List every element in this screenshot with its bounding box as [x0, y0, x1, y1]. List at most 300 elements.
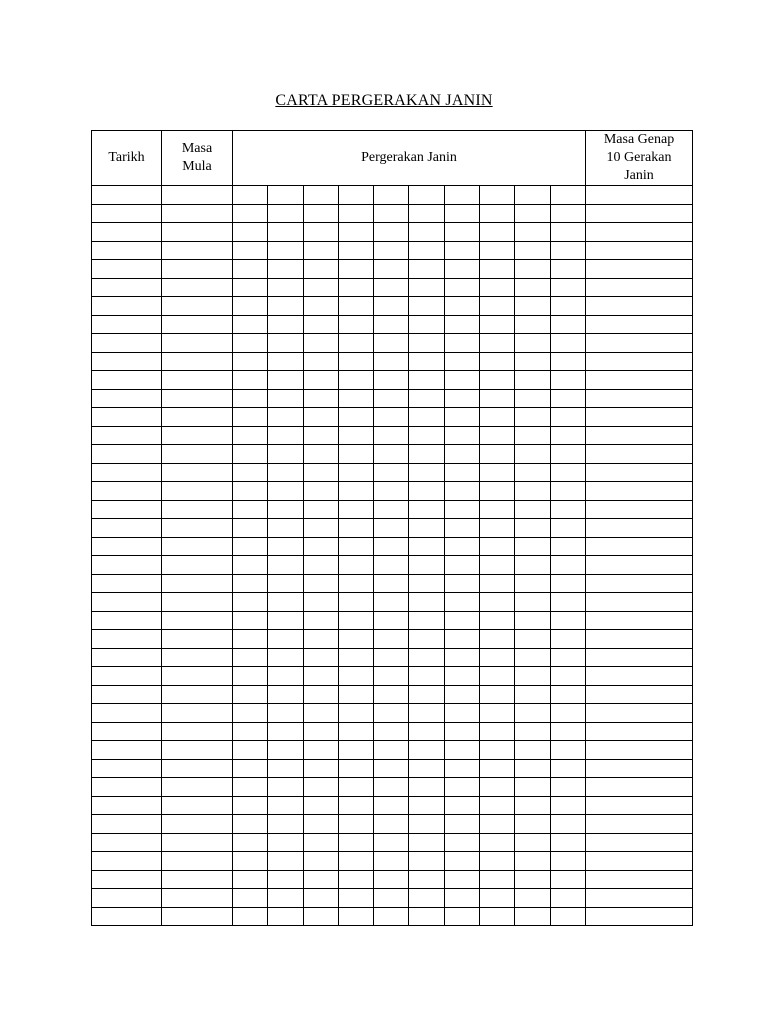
movement-cell[interactable]	[444, 241, 479, 260]
movement-cell[interactable]	[409, 352, 444, 371]
tarikh-cell[interactable]	[92, 334, 162, 353]
movement-cell[interactable]	[480, 870, 515, 889]
movement-cell[interactable]	[303, 297, 338, 316]
movement-cell[interactable]	[303, 593, 338, 612]
movement-cell[interactable]	[550, 648, 585, 667]
movement-cell[interactable]	[374, 426, 409, 445]
movement-cell[interactable]	[268, 685, 303, 704]
movement-cell[interactable]	[444, 519, 479, 538]
movement-cell[interactable]	[444, 778, 479, 797]
masa-genap-cell[interactable]	[586, 815, 693, 834]
movement-cell[interactable]	[515, 371, 550, 390]
masa-mula-cell[interactable]	[162, 426, 233, 445]
masa-mula-cell[interactable]	[162, 315, 233, 334]
movement-cell[interactable]	[233, 519, 268, 538]
movement-cell[interactable]	[268, 889, 303, 908]
movement-cell[interactable]	[550, 833, 585, 852]
movement-cell[interactable]	[444, 445, 479, 464]
movement-cell[interactable]	[374, 722, 409, 741]
masa-mula-cell[interactable]	[162, 352, 233, 371]
movement-cell[interactable]	[374, 556, 409, 575]
movement-cell[interactable]	[444, 593, 479, 612]
masa-genap-cell[interactable]	[586, 667, 693, 686]
masa-genap-cell[interactable]	[586, 870, 693, 889]
movement-cell[interactable]	[374, 630, 409, 649]
tarikh-cell[interactable]	[92, 759, 162, 778]
movement-cell[interactable]	[515, 778, 550, 797]
tarikh-cell[interactable]	[92, 241, 162, 260]
movement-cell[interactable]	[515, 556, 550, 575]
movement-cell[interactable]	[268, 611, 303, 630]
movement-cell[interactable]	[233, 593, 268, 612]
movement-cell[interactable]	[268, 741, 303, 760]
movement-cell[interactable]	[515, 186, 550, 205]
tarikh-cell[interactable]	[92, 685, 162, 704]
movement-cell[interactable]	[233, 778, 268, 797]
masa-genap-cell[interactable]	[586, 445, 693, 464]
movement-cell[interactable]	[338, 722, 373, 741]
movement-cell[interactable]	[409, 223, 444, 242]
movement-cell[interactable]	[268, 704, 303, 723]
movement-cell[interactable]	[338, 815, 373, 834]
masa-genap-cell[interactable]	[586, 278, 693, 297]
movement-cell[interactable]	[233, 611, 268, 630]
movement-cell[interactable]	[303, 426, 338, 445]
movement-cell[interactable]	[480, 352, 515, 371]
movement-cell[interactable]	[268, 593, 303, 612]
movement-cell[interactable]	[233, 352, 268, 371]
movement-cell[interactable]	[550, 611, 585, 630]
movement-cell[interactable]	[409, 704, 444, 723]
movement-cell[interactable]	[550, 297, 585, 316]
movement-cell[interactable]	[409, 482, 444, 501]
movement-cell[interactable]	[480, 445, 515, 464]
movement-cell[interactable]	[374, 667, 409, 686]
movement-cell[interactable]	[303, 833, 338, 852]
movement-cell[interactable]	[233, 223, 268, 242]
movement-cell[interactable]	[480, 371, 515, 390]
tarikh-cell[interactable]	[92, 186, 162, 205]
movement-cell[interactable]	[338, 315, 373, 334]
movement-cell[interactable]	[409, 426, 444, 445]
masa-mula-cell[interactable]	[162, 870, 233, 889]
movement-cell[interactable]	[550, 741, 585, 760]
movement-cell[interactable]	[480, 315, 515, 334]
movement-cell[interactable]	[444, 611, 479, 630]
masa-genap-cell[interactable]	[586, 722, 693, 741]
movement-cell[interactable]	[409, 278, 444, 297]
movement-cell[interactable]	[338, 704, 373, 723]
movement-cell[interactable]	[338, 426, 373, 445]
movement-cell[interactable]	[550, 223, 585, 242]
masa-genap-cell[interactable]	[586, 907, 693, 926]
movement-cell[interactable]	[268, 426, 303, 445]
masa-genap-cell[interactable]	[586, 852, 693, 871]
movement-cell[interactable]	[303, 408, 338, 427]
movement-cell[interactable]	[233, 186, 268, 205]
movement-cell[interactable]	[515, 278, 550, 297]
masa-genap-cell[interactable]	[586, 648, 693, 667]
movement-cell[interactable]	[480, 667, 515, 686]
movement-cell[interactable]	[409, 722, 444, 741]
masa-genap-cell[interactable]	[586, 500, 693, 519]
movement-cell[interactable]	[444, 278, 479, 297]
movement-cell[interactable]	[303, 722, 338, 741]
tarikh-cell[interactable]	[92, 519, 162, 538]
movement-cell[interactable]	[338, 648, 373, 667]
movement-cell[interactable]	[444, 907, 479, 926]
masa-mula-cell[interactable]	[162, 204, 233, 223]
movement-cell[interactable]	[480, 426, 515, 445]
movement-cell[interactable]	[550, 556, 585, 575]
movement-cell[interactable]	[444, 685, 479, 704]
tarikh-cell[interactable]	[92, 648, 162, 667]
masa-mula-cell[interactable]	[162, 593, 233, 612]
movement-cell[interactable]	[444, 315, 479, 334]
movement-cell[interactable]	[303, 630, 338, 649]
tarikh-cell[interactable]	[92, 297, 162, 316]
movement-cell[interactable]	[409, 537, 444, 556]
movement-cell[interactable]	[480, 463, 515, 482]
movement-cell[interactable]	[303, 389, 338, 408]
movement-cell[interactable]	[268, 334, 303, 353]
movement-cell[interactable]	[233, 445, 268, 464]
masa-genap-cell[interactable]	[586, 685, 693, 704]
masa-genap-cell[interactable]	[586, 352, 693, 371]
movement-cell[interactable]	[303, 482, 338, 501]
movement-cell[interactable]	[480, 741, 515, 760]
movement-cell[interactable]	[268, 297, 303, 316]
movement-cell[interactable]	[303, 556, 338, 575]
movement-cell[interactable]	[268, 870, 303, 889]
movement-cell[interactable]	[233, 907, 268, 926]
masa-mula-cell[interactable]	[162, 482, 233, 501]
masa-genap-cell[interactable]	[586, 408, 693, 427]
tarikh-cell[interactable]	[92, 630, 162, 649]
tarikh-cell[interactable]	[92, 278, 162, 297]
movement-cell[interactable]	[338, 519, 373, 538]
masa-genap-cell[interactable]	[586, 741, 693, 760]
movement-cell[interactable]	[409, 297, 444, 316]
masa-mula-cell[interactable]	[162, 722, 233, 741]
movement-cell[interactable]	[480, 556, 515, 575]
movement-cell[interactable]	[374, 463, 409, 482]
tarikh-cell[interactable]	[92, 463, 162, 482]
movement-cell[interactable]	[268, 519, 303, 538]
masa-mula-cell[interactable]	[162, 278, 233, 297]
tarikh-cell[interactable]	[92, 482, 162, 501]
movement-cell[interactable]	[233, 463, 268, 482]
movement-cell[interactable]	[374, 741, 409, 760]
movement-cell[interactable]	[515, 260, 550, 279]
movement-cell[interactable]	[338, 759, 373, 778]
movement-cell[interactable]	[409, 334, 444, 353]
movement-cell[interactable]	[374, 278, 409, 297]
movement-cell[interactable]	[374, 889, 409, 908]
movement-cell[interactable]	[268, 500, 303, 519]
movement-cell[interactable]	[338, 611, 373, 630]
movement-cell[interactable]	[550, 593, 585, 612]
tarikh-cell[interactable]	[92, 556, 162, 575]
movement-cell[interactable]	[444, 630, 479, 649]
movement-cell[interactable]	[550, 759, 585, 778]
movement-cell[interactable]	[515, 574, 550, 593]
movement-cell[interactable]	[303, 260, 338, 279]
movement-cell[interactable]	[338, 334, 373, 353]
movement-cell[interactable]	[268, 204, 303, 223]
movement-cell[interactable]	[480, 500, 515, 519]
movement-cell[interactable]	[233, 722, 268, 741]
movement-cell[interactable]	[550, 519, 585, 538]
masa-mula-cell[interactable]	[162, 815, 233, 834]
movement-cell[interactable]	[515, 685, 550, 704]
movement-cell[interactable]	[338, 833, 373, 852]
tarikh-cell[interactable]	[92, 352, 162, 371]
movement-cell[interactable]	[268, 778, 303, 797]
movement-cell[interactable]	[338, 204, 373, 223]
movement-cell[interactable]	[268, 759, 303, 778]
masa-mula-cell[interactable]	[162, 556, 233, 575]
movement-cell[interactable]	[409, 685, 444, 704]
movement-cell[interactable]	[233, 889, 268, 908]
movement-cell[interactable]	[409, 500, 444, 519]
masa-mula-cell[interactable]	[162, 445, 233, 464]
movement-cell[interactable]	[233, 371, 268, 390]
movement-cell[interactable]	[338, 852, 373, 871]
movement-cell[interactable]	[409, 667, 444, 686]
movement-cell[interactable]	[444, 204, 479, 223]
movement-cell[interactable]	[515, 815, 550, 834]
masa-genap-cell[interactable]	[586, 778, 693, 797]
tarikh-cell[interactable]	[92, 889, 162, 908]
movement-cell[interactable]	[268, 223, 303, 242]
movement-cell[interactable]	[409, 574, 444, 593]
movement-cell[interactable]	[480, 630, 515, 649]
movement-cell[interactable]	[480, 796, 515, 815]
movement-cell[interactable]	[233, 759, 268, 778]
masa-mula-cell[interactable]	[162, 630, 233, 649]
movement-cell[interactable]	[515, 870, 550, 889]
movement-cell[interactable]	[444, 833, 479, 852]
masa-genap-cell[interactable]	[586, 482, 693, 501]
movement-cell[interactable]	[550, 426, 585, 445]
movement-cell[interactable]	[409, 833, 444, 852]
movement-cell[interactable]	[515, 537, 550, 556]
movement-cell[interactable]	[550, 278, 585, 297]
movement-cell[interactable]	[338, 223, 373, 242]
movement-cell[interactable]	[303, 241, 338, 260]
movement-cell[interactable]	[444, 500, 479, 519]
masa-genap-cell[interactable]	[586, 630, 693, 649]
tarikh-cell[interactable]	[92, 722, 162, 741]
movement-cell[interactable]	[303, 574, 338, 593]
movement-cell[interactable]	[374, 260, 409, 279]
movement-cell[interactable]	[233, 334, 268, 353]
masa-genap-cell[interactable]	[586, 463, 693, 482]
movement-cell[interactable]	[550, 630, 585, 649]
tarikh-cell[interactable]	[92, 907, 162, 926]
movement-cell[interactable]	[480, 611, 515, 630]
movement-cell[interactable]	[374, 704, 409, 723]
tarikh-cell[interactable]	[92, 870, 162, 889]
movement-cell[interactable]	[374, 186, 409, 205]
movement-cell[interactable]	[444, 389, 479, 408]
tarikh-cell[interactable]	[92, 796, 162, 815]
masa-genap-cell[interactable]	[586, 574, 693, 593]
movement-cell[interactable]	[303, 815, 338, 834]
movement-cell[interactable]	[303, 223, 338, 242]
movement-cell[interactable]	[374, 241, 409, 260]
tarikh-cell[interactable]	[92, 667, 162, 686]
tarikh-cell[interactable]	[92, 500, 162, 519]
movement-cell[interactable]	[268, 482, 303, 501]
movement-cell[interactable]	[515, 741, 550, 760]
movement-cell[interactable]	[480, 186, 515, 205]
movement-cell[interactable]	[233, 389, 268, 408]
movement-cell[interactable]	[303, 889, 338, 908]
masa-genap-cell[interactable]	[586, 315, 693, 334]
masa-genap-cell[interactable]	[586, 297, 693, 316]
movement-cell[interactable]	[338, 389, 373, 408]
movement-cell[interactable]	[303, 204, 338, 223]
movement-cell[interactable]	[409, 389, 444, 408]
movement-cell[interactable]	[338, 241, 373, 260]
movement-cell[interactable]	[515, 907, 550, 926]
movement-cell[interactable]	[303, 186, 338, 205]
masa-mula-cell[interactable]	[162, 574, 233, 593]
movement-cell[interactable]	[444, 889, 479, 908]
movement-cell[interactable]	[409, 741, 444, 760]
movement-cell[interactable]	[233, 870, 268, 889]
masa-mula-cell[interactable]	[162, 611, 233, 630]
movement-cell[interactable]	[515, 315, 550, 334]
movement-cell[interactable]	[374, 815, 409, 834]
movement-cell[interactable]	[233, 408, 268, 427]
movement-cell[interactable]	[515, 722, 550, 741]
movement-cell[interactable]	[444, 870, 479, 889]
movement-cell[interactable]	[268, 815, 303, 834]
movement-cell[interactable]	[515, 482, 550, 501]
tarikh-cell[interactable]	[92, 204, 162, 223]
movement-cell[interactable]	[444, 704, 479, 723]
movement-cell[interactable]	[268, 630, 303, 649]
masa-genap-cell[interactable]	[586, 593, 693, 612]
movement-cell[interactable]	[480, 389, 515, 408]
movement-cell[interactable]	[515, 389, 550, 408]
movement-cell[interactable]	[268, 556, 303, 575]
movement-cell[interactable]	[515, 463, 550, 482]
tarikh-cell[interactable]	[92, 852, 162, 871]
movement-cell[interactable]	[338, 186, 373, 205]
movement-cell[interactable]	[338, 593, 373, 612]
tarikh-cell[interactable]	[92, 741, 162, 760]
movement-cell[interactable]	[409, 815, 444, 834]
movement-cell[interactable]	[480, 722, 515, 741]
movement-cell[interactable]	[338, 796, 373, 815]
masa-mula-cell[interactable]	[162, 833, 233, 852]
movement-cell[interactable]	[374, 334, 409, 353]
movement-cell[interactable]	[233, 685, 268, 704]
movement-cell[interactable]	[374, 796, 409, 815]
masa-mula-cell[interactable]	[162, 389, 233, 408]
masa-mula-cell[interactable]	[162, 223, 233, 242]
masa-mula-cell[interactable]	[162, 704, 233, 723]
movement-cell[interactable]	[550, 408, 585, 427]
movement-cell[interactable]	[338, 371, 373, 390]
movement-cell[interactable]	[374, 297, 409, 316]
movement-cell[interactable]	[515, 704, 550, 723]
movement-cell[interactable]	[409, 648, 444, 667]
movement-cell[interactable]	[233, 204, 268, 223]
movement-cell[interactable]	[444, 463, 479, 482]
movement-cell[interactable]	[338, 685, 373, 704]
movement-cell[interactable]	[480, 260, 515, 279]
masa-mula-cell[interactable]	[162, 408, 233, 427]
movement-cell[interactable]	[515, 852, 550, 871]
masa-genap-cell[interactable]	[586, 389, 693, 408]
movement-cell[interactable]	[374, 352, 409, 371]
movement-cell[interactable]	[480, 759, 515, 778]
movement-cell[interactable]	[444, 722, 479, 741]
movement-cell[interactable]	[303, 667, 338, 686]
movement-cell[interactable]	[480, 241, 515, 260]
movement-cell[interactable]	[515, 519, 550, 538]
movement-cell[interactable]	[515, 297, 550, 316]
tarikh-cell[interactable]	[92, 704, 162, 723]
movement-cell[interactable]	[268, 241, 303, 260]
tarikh-cell[interactable]	[92, 574, 162, 593]
movement-cell[interactable]	[550, 537, 585, 556]
tarikh-cell[interactable]	[92, 426, 162, 445]
movement-cell[interactable]	[338, 278, 373, 297]
movement-cell[interactable]	[233, 833, 268, 852]
movement-cell[interactable]	[374, 371, 409, 390]
movement-cell[interactable]	[268, 852, 303, 871]
masa-mula-cell[interactable]	[162, 741, 233, 760]
movement-cell[interactable]	[268, 371, 303, 390]
movement-cell[interactable]	[515, 241, 550, 260]
movement-cell[interactable]	[480, 297, 515, 316]
movement-cell[interactable]	[409, 315, 444, 334]
tarikh-cell[interactable]	[92, 408, 162, 427]
movement-cell[interactable]	[480, 852, 515, 871]
movement-cell[interactable]	[550, 371, 585, 390]
movement-cell[interactable]	[550, 796, 585, 815]
movement-cell[interactable]	[409, 907, 444, 926]
movement-cell[interactable]	[480, 537, 515, 556]
movement-cell[interactable]	[338, 500, 373, 519]
movement-cell[interactable]	[444, 426, 479, 445]
movement-cell[interactable]	[233, 278, 268, 297]
masa-mula-cell[interactable]	[162, 759, 233, 778]
movement-cell[interactable]	[515, 889, 550, 908]
movement-cell[interactable]	[303, 852, 338, 871]
masa-mula-cell[interactable]	[162, 907, 233, 926]
movement-cell[interactable]	[233, 556, 268, 575]
movement-cell[interactable]	[550, 204, 585, 223]
movement-cell[interactable]	[515, 445, 550, 464]
movement-cell[interactable]	[550, 889, 585, 908]
masa-mula-cell[interactable]	[162, 852, 233, 871]
movement-cell[interactable]	[550, 667, 585, 686]
movement-cell[interactable]	[444, 852, 479, 871]
movement-cell[interactable]	[374, 315, 409, 334]
masa-genap-cell[interactable]	[586, 204, 693, 223]
masa-mula-cell[interactable]	[162, 667, 233, 686]
movement-cell[interactable]	[444, 186, 479, 205]
movement-cell[interactable]	[233, 704, 268, 723]
movement-cell[interactable]	[409, 593, 444, 612]
